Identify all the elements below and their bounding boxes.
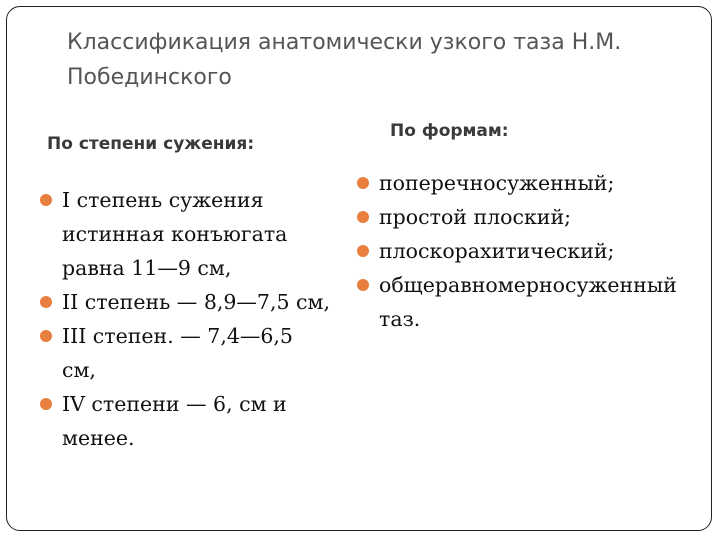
- list-item-text: общеравномерносуженный таз.: [379, 273, 677, 331]
- orange-bullet-icon: [40, 330, 52, 342]
- list-item-text: III степен. — 7,4—6,5 см,: [62, 324, 293, 382]
- list-item: [357, 200, 677, 234]
- list-item: [40, 319, 330, 387]
- list-item-text: поперечносуженный;: [379, 171, 615, 195]
- right-bullet-list: [357, 166, 677, 336]
- list-item-text: плоскорахитический;: [379, 239, 615, 263]
- orange-bullet-icon: [357, 211, 369, 223]
- list-item: [40, 387, 330, 455]
- list-item: [40, 183, 330, 285]
- right-column-heading: По формам:: [390, 121, 509, 141]
- slide-title: Классификация анатомически узкого таза Н.М. Побединского: [67, 30, 622, 90]
- list-item: [357, 234, 677, 268]
- list-item: [40, 285, 330, 319]
- orange-bullet-icon: [357, 279, 369, 291]
- orange-bullet-icon: [357, 177, 369, 189]
- list-item: [357, 166, 677, 200]
- list-item-text: простой плоский;: [379, 205, 572, 229]
- orange-bullet-icon: [40, 296, 52, 308]
- left-bullet-list: [40, 183, 330, 455]
- orange-bullet-icon: [40, 398, 52, 410]
- left-column-heading: По степени сужения:: [47, 134, 255, 154]
- orange-bullet-icon: [40, 194, 52, 206]
- list-item-text: II степень — 8,9—7,5 см,: [62, 290, 330, 314]
- list-item: [357, 268, 677, 336]
- list-item-text: IV степени — 6, см и менее.: [62, 392, 287, 450]
- list-item-text: I степень сужения истинная конъюгата равна 11—9 см,: [62, 188, 288, 280]
- orange-bullet-icon: [357, 245, 369, 257]
